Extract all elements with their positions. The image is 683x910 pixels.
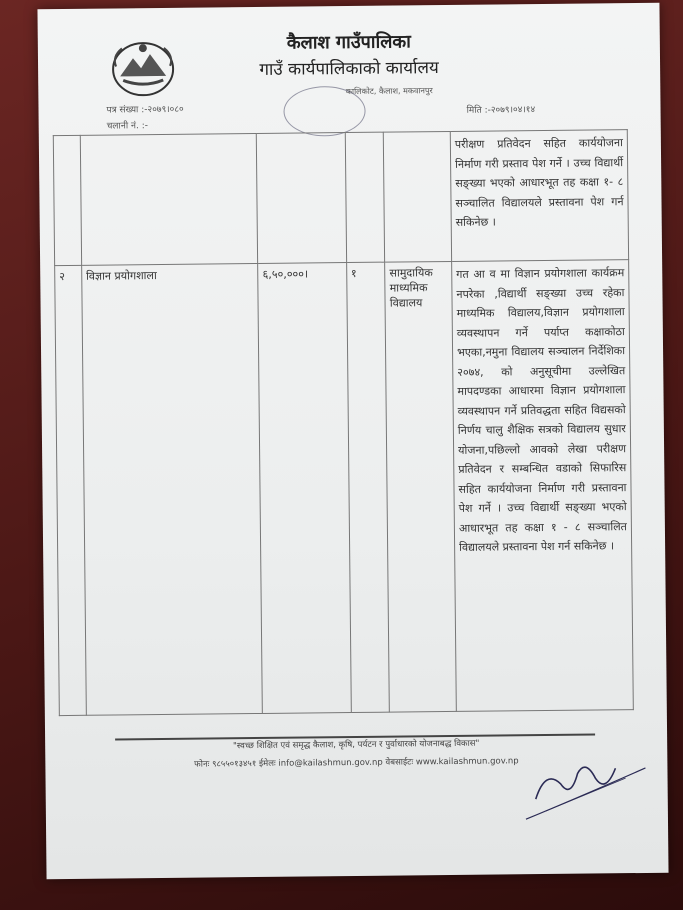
- serial-cell: २: [55, 265, 86, 715]
- type-cell: सामुदायिक माध्यमिक विद्यालय: [385, 261, 456, 712]
- amount-cell: ६,५०,०००।: [258, 263, 351, 714]
- table-row: [53, 130, 628, 266]
- office-address: कालिकोट, कैलाश, मकवानपुर: [345, 86, 433, 97]
- quantity-cell: १: [346, 262, 389, 712]
- serial-cell: [53, 135, 81, 265]
- quantity-cell: [345, 132, 385, 262]
- dispatch-number: चलानी नं. :-: [106, 121, 149, 132]
- document-page: [37, 3, 668, 879]
- type-cell: [384, 131, 452, 262]
- footer-slogan: "स्वच्छ शिक्षित एवं समृद्ध कैलाश, कृषि, पर्यटन र पुर्वाधारको योजनाबद्ध विकास": [232, 738, 480, 752]
- letter-number: पत्र संख्या :-२०७९।०८०: [106, 104, 184, 116]
- item-cell: विज्ञान प्रयोगशाला: [81, 263, 262, 715]
- item-cell: [80, 133, 258, 265]
- table-row: [55, 260, 634, 716]
- signature-stamp-icon: [515, 738, 656, 829]
- document-date: मिति :-२०७९।०४।१४: [466, 105, 536, 116]
- office-stamp: [283, 86, 366, 137]
- program-table: [53, 129, 634, 716]
- office-name: गाउँ कार्यपालिकाको कार्यालय: [259, 58, 439, 80]
- description-cell: परीक्षण प्रतिवेदन सहित कार्ययोजना निर्माण गरी प्रस्ताव पेश गर्ने । उच्च विद्यार्थी सङ्ख्या भएको आधारभूत तह कक्षा १- ८ सञ्चालित विद्यालयले प्रस्तावना पेश गर्न सकिनेछ ।: [450, 130, 628, 262]
- municipality-name: कैलाश गाउँपालिका: [286, 31, 411, 54]
- footer-contact: फोनः ९८५५०१३४५१ ईमेलः info@kailashmun.gov.np वेबसाईटः www.kailashmun.gov.np: [194, 756, 519, 770]
- description-cell: गत आ व मा विज्ञान प्रयोगशाला कार्यक्रम नपरेका ,विद्यार्थी सङ्ख्या उच्च रहेका माध्यमिक विद्यालय,विज्ञान प्रयोगशाला व्यवस्थापन गर्ने पर्याप्त कक्षाकोठा भएका,नमुना विद्यालय सञ्चालन निर्देशिका २०७४, को अनुसूचीमा उल्लेखित मापदण्डका आधारमा विज्ञान प्रयोगशाला व्यवस्थापन गर्ने प्रतिवद्धता सहित विद्यसको निर्णय चालु शैक्षिक सत्रको विद्यालय सुधार योजना,पछिल्लो आवको लेखा परीक्षण प्रतिवेदन र सम्बन्धित वडाको सिफारिस सहित कार्ययोजना निर्माण गरी प्रस्तावना पेश गर्ने । उच्च विद्यार्थी सङ्ख्या भएको आधारभूत तह कक्षा १ - ८ सञ्चालित विद्यालयले प्रस्तावना पेश गर्न सकिनेछ ।: [452, 260, 634, 712]
- amount-cell: [257, 133, 347, 264]
